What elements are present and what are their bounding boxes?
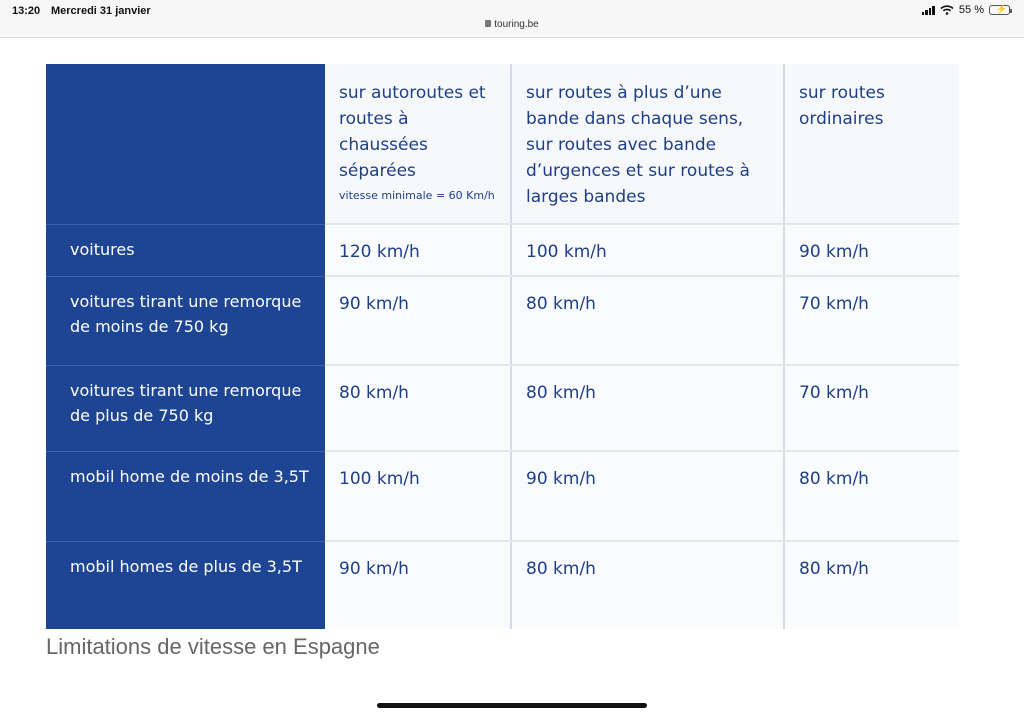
table-corner-cell <box>46 64 325 224</box>
row-header: mobil homes de plus de 3,5T <box>46 541 325 629</box>
table-cell: 90 km/h <box>325 541 511 629</box>
row-header: mobil home de moins de 3,5T <box>46 451 325 541</box>
table-row <box>46 276 959 365</box>
table-cell: 80 km/h <box>325 365 511 451</box>
signal-icon <box>922 6 935 15</box>
column-header <box>784 64 959 224</box>
column-header <box>511 64 784 224</box>
table-cell: 90 km/h <box>784 224 959 276</box>
table-cell: 90 km/h <box>325 276 511 365</box>
row-header: voitures tirant une remorque de moins de 750 kg <box>46 276 325 365</box>
table-row <box>46 224 959 276</box>
table-header-row <box>46 64 959 224</box>
status-bar <box>0 0 1024 38</box>
column-header-label: sur routes ordinaires <box>799 83 885 129</box>
table-cell: 80 km/h <box>511 541 784 629</box>
lock-icon <box>485 20 491 27</box>
table-cell: 120 km/h <box>325 224 511 276</box>
table-cell: 100 km/h <box>325 451 511 541</box>
row-header: voitures tirant une remorque de plus de 750 kg <box>46 365 325 451</box>
column-header <box>325 64 511 224</box>
home-indicator[interactable] <box>377 703 647 708</box>
speed-limit-table <box>46 64 959 629</box>
table-row <box>46 451 959 541</box>
image-caption: Limitations de vitesse en Espagne <box>46 634 380 659</box>
table-cell: 80 km/h <box>511 365 784 451</box>
column-header-label: sur routes à plus d’une bande dans chaque sens, sur routes avec bande d’urgences et sur routes à larges bandes <box>526 83 750 207</box>
status-indicators <box>922 4 1010 16</box>
table-cell: 100 km/h <box>511 224 784 276</box>
battery-percent: 55 % <box>958 4 984 16</box>
wifi-icon <box>940 5 954 15</box>
table-cell: 80 km/h <box>511 276 784 365</box>
table-cell: 80 km/h <box>784 451 959 541</box>
row-header: voitures <box>46 224 325 276</box>
battery-icon: ⚡ <box>989 5 1010 15</box>
address-bar[interactable] <box>0 19 1024 30</box>
status-time: 13:20 <box>12 5 41 17</box>
table-cell: 90 km/h <box>511 451 784 541</box>
table-row <box>46 365 959 451</box>
table-cell: 70 km/h <box>784 276 959 365</box>
table-cell: 80 km/h <box>784 541 959 629</box>
status-date: Mercredi 31 janvier <box>51 5 151 17</box>
url-text: touring.be <box>494 19 539 30</box>
table-row <box>46 541 959 629</box>
column-header-note: vitesse minimale = 60 Km/h <box>339 189 495 202</box>
table-cell: 70 km/h <box>784 365 959 451</box>
column-header-label: sur autoroutes et routes à chaussées séparées <box>339 83 486 181</box>
